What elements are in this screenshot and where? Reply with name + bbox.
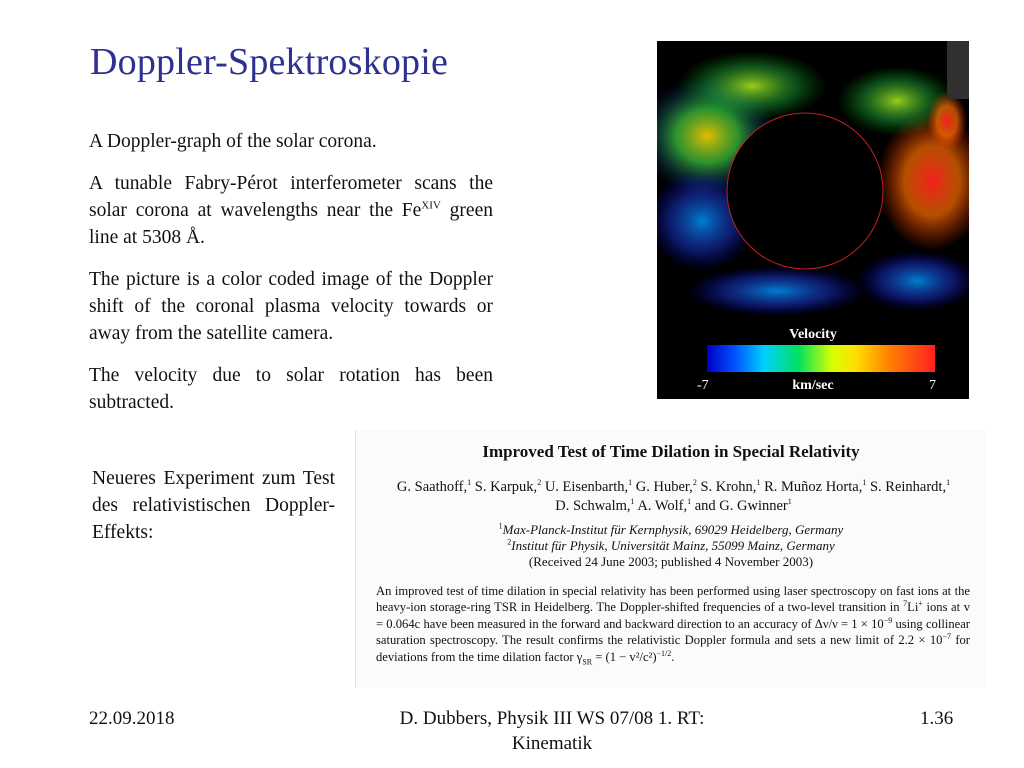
affiliation-text: Max-Planck-Institut für Kernphysik, 69029 Heidelberg, Germany [502,522,844,537]
footer-date: 22.09.2018 [89,708,175,729]
author: S. Reinhardt, [869,479,947,495]
german-experiment-text: Neueres Experiment zum Test des relativistischen Doppler-Effekts: [92,468,335,543]
velocity-max-label: 7 [929,378,936,393]
abstract-superscript: −1/2 [656,648,672,658]
author-affiliation-mark: 1 [628,478,633,488]
abstract-text: An improved test of time dilation in special relativity has been performed using laser spectroscopy on fast ions at the heavy-ion storage-ring TSR in Heidelberg. The Doppler-shifted frequencies of a two-level transition in [376,584,970,615]
abstract-text: ions at v = 0.064c have been measured in the forward and backward direction to an accuracy of Δν/ν = 1 × 10 [376,600,971,631]
paragraph-interferometer-text: A tunable Fabry-Pérot interferometer scans the solar corona at wavelengths near the Fe [89,173,493,221]
author-affiliation-mark: 2 [692,478,697,488]
solar-corona-doppler-image [657,41,969,399]
paragraph-interferometer [89,170,493,251]
author: G. Saathoff, [396,479,468,495]
author-affiliation-mark: 1 [687,497,692,507]
abstract-superscript: −7 [942,632,951,642]
author: U. Eisenbarth, [544,479,629,495]
abstract-text: = (1 − v²/c²) [592,649,657,664]
abstract-superscript: + [918,599,923,609]
paragraph-color-coded: The picture is a color coded image of the Doppler shift of the coronal plasma velocity towards or away from the satellite camera. [89,269,493,344]
author-affiliation-mark: 1 [630,497,635,507]
author-affiliation-mark: 1 [756,478,761,488]
author: R. Muñoz Horta, [764,479,863,495]
abstract-text: for deviations from the time dilation factor γ [376,633,970,664]
velocity-color-scale [707,345,935,372]
paper-authors [361,478,986,516]
authors-line-1 [361,478,986,497]
footer-course-info: D. Dubbers, Physik III WS 07/08 1. RT: Kinematik [399,708,705,754]
paper-abstract [376,583,970,671]
slide-title: Doppler-Spektroskopie [90,41,449,83]
abstract-subscript: SR [582,657,593,667]
author: S. Krohn, [700,479,757,495]
author-affiliation-mark: 1 [862,478,867,488]
author: G. Huber, [635,479,693,495]
authors-line-2 [361,497,986,516]
author: S. Karpuk, [474,479,538,495]
author: A. Wolf, [637,498,688,514]
author-affiliation-mark: 2 [537,478,542,488]
affiliation-2 [356,538,986,554]
paper-title: Improved Test of Time Dilation in Special Relativity [482,442,860,461]
fe-superscript: XIV [421,199,441,212]
paper-received-date: (Received 24 June 2003; published 4 November 2003) [528,554,814,569]
abstract-text: using collinear saturation spectroscopy. The result confirms the relativistic Doppler formula and sets a new limit of 2.2 × 10 [376,616,970,648]
affiliation-text: Institut für Physik, Universität Mainz, 55099 Mainz, Germany [511,538,835,553]
paper-excerpt [355,430,986,688]
author: and G. Gwinner [694,498,788,514]
velocity-min-label: -7 [697,378,709,393]
velocity-unit-label: km/sec [792,378,834,393]
author-affiliation-mark: 1 [787,497,792,507]
footer-page-number: 1.36 [920,708,954,729]
abstract-superscript: 7 [903,599,908,609]
paragraph-intro: A Doppler-graph of the solar corona. [89,131,377,152]
abstract-text: . [671,649,675,664]
author-affiliation-mark: 1 [946,478,951,488]
paper-affiliations [356,522,986,570]
abstract-text: Li [907,600,919,615]
affiliation-mark: 1 [498,521,503,531]
abstract-superscript: −9 [883,615,893,625]
author: D. Schwalm, [555,498,631,514]
affiliation-1 [356,522,986,538]
author-affiliation-mark: 1 [467,478,472,488]
paragraph-interferometer-tail: green line at 5308 Å. [89,200,493,248]
paragraph-rotation: The velocity due to solar rotation has been subtracted. [89,365,493,413]
affiliation-mark: 2 [507,537,512,547]
velocity-label: Velocity [789,327,837,342]
